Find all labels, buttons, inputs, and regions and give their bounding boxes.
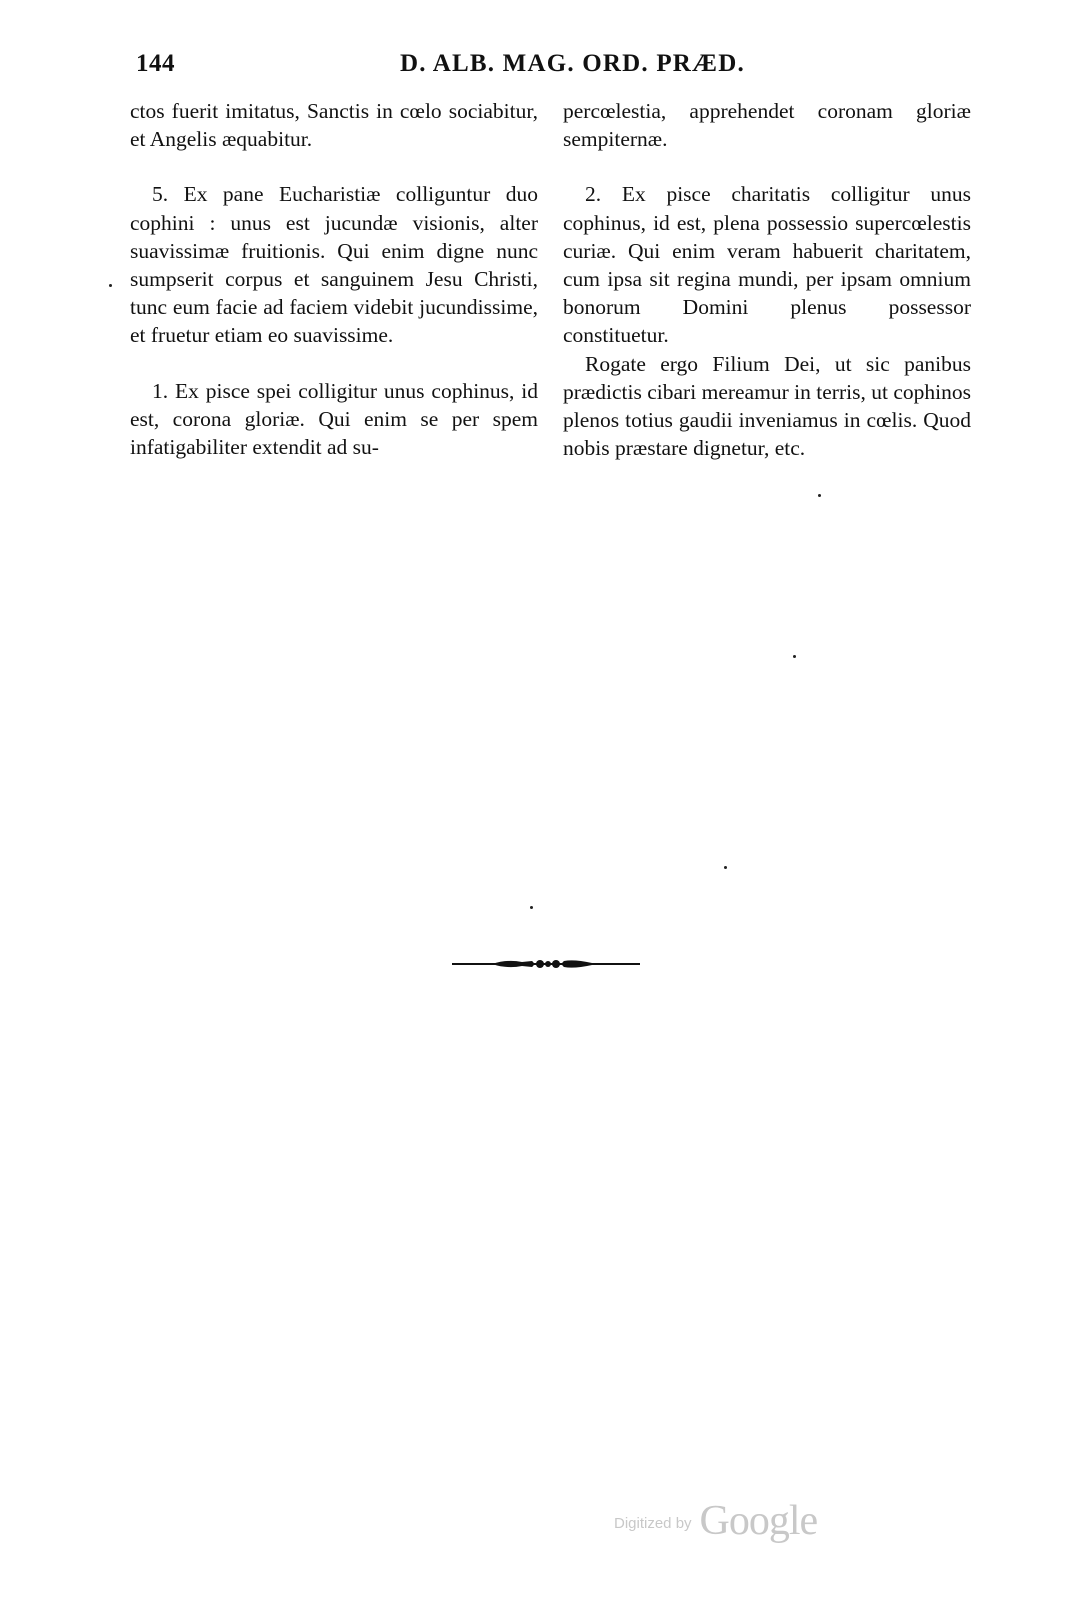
print-speck xyxy=(818,494,821,497)
print-speck xyxy=(724,866,727,869)
print-speck xyxy=(793,655,796,658)
paragraph-1: 1. Ex pisce spei colligitur unus cophinus, id est, corona gloriæ. Qui enim se per spem infatigabiliter extendit ad su- xyxy=(130,378,538,460)
paragraph-continuation: ctos fuerit imitatus, Sanctis in cœlo sociabitur, et Angelis æquabitur. xyxy=(130,99,538,152)
paragraph-2: 2. Ex pisce charitatis colligitur unus cophinus, id est, plena possessio supercœlestis curiæ. Qui enim veram habuerit charitatem, cum ipsa sit regina mundi, per ipsam omnium bonorum Domini plenus possessor constituetur. xyxy=(563,182,971,348)
paragraph-closing: Rogate ergo Filium Dei, ut sic panibus prædictis cibari mereamur in terris, ut cophinos plenos totius gaudii inveniamus in cœlis. Quod nobis præstare dignetur, etc. xyxy=(563,351,971,461)
digitized-watermark xyxy=(614,1497,817,1545)
print-speck xyxy=(109,284,112,287)
google-logo: Google xyxy=(699,1498,818,1544)
running-head: D. ALB. MAG. ORD. PRÆD. xyxy=(400,50,745,77)
left-column xyxy=(130,97,538,461)
paragraph-continuation: percœlestia, apprehendet coronam gloriæ sempiternæ. xyxy=(563,99,971,152)
tailpiece-ornament xyxy=(452,953,640,975)
right-column xyxy=(563,97,971,462)
print-speck xyxy=(530,906,533,909)
paragraph-5: 5. Ex pane Eucharistiæ colliguntur duo cophini : unus est jucundæ visionis, alter suavissimæ fruitionis. Qui enim digne nunc sumpserit corpus et sanguinem Jesu Christi, tunc eum facie ad faciem videbit jucundissime, et fruetur etiam eo suavissime. xyxy=(130,182,538,348)
digitized-label: Digitized by xyxy=(614,1515,692,1532)
page-number: 144 xyxy=(136,50,175,77)
